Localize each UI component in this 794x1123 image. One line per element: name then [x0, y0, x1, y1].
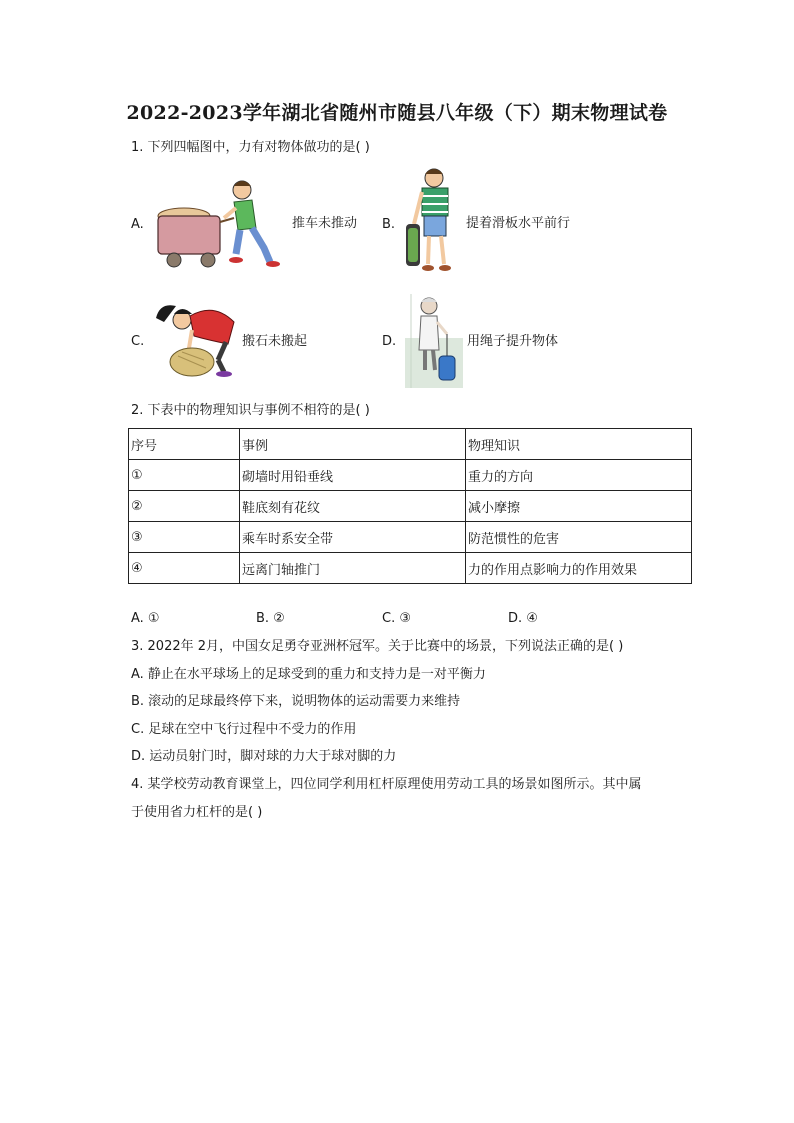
- table-row: [129, 553, 692, 584]
- table-cell: ②: [129, 491, 240, 522]
- q1-option-b-caption: 提着滑板水平前行: [466, 216, 571, 231]
- q3-option-b: B. 滚动的足球最终停下来，说明物体的运动需要力来维持: [131, 694, 461, 709]
- table-header-row: [129, 429, 692, 460]
- table-cell: 力的作用点影响力的作用效果: [466, 553, 692, 584]
- man-lifting-object-rope-illustration: [405, 294, 463, 388]
- q2-choice-d: D. ④: [508, 611, 538, 626]
- question-4-stem-line-2: 于使用省力杠杆的是( ): [131, 805, 263, 820]
- table-cell: 砌墙时用铅垂线: [240, 460, 466, 491]
- table-row: [129, 491, 692, 522]
- page-title: 2022-2023学年湖北省随州市随县八年级（下）期末物理试卷: [126, 102, 668, 124]
- table-cell: ③: [129, 522, 240, 553]
- q1-option-d-letter: D.: [382, 334, 397, 349]
- q1-option-c-caption: 搬石未搬起: [242, 334, 308, 349]
- question-2-stem: 2. 下表中的物理知识与事例不相符的是( ): [131, 403, 370, 418]
- table-cell: 乘车时系安全带: [240, 522, 466, 553]
- q1-option-b-letter: B.: [382, 217, 396, 232]
- table-header-cell: 事例: [240, 429, 466, 460]
- q2-choice-b: B. ②: [256, 611, 285, 626]
- boy-pushing-cart-illustration: [152, 176, 284, 270]
- q1-option-d-caption: 用绳子提升物体: [467, 334, 559, 349]
- question-3-stem: 3. 2022年 2月，中国女足勇夺亚洲杯冠军。关于比赛中的场景，下列说法正确的是( ): [131, 639, 624, 654]
- question-1-stem: 1. 下列四幅图中，力有对物体做功的是( ): [131, 140, 370, 155]
- q3-option-a: A. 静止在水平球场上的足球受到的重力和支持力是一对平衡力: [131, 667, 486, 682]
- table-cell: 远离门轴推门: [240, 553, 466, 584]
- question-4-stem-line-1: 4. 某学校劳动教育课堂上，四位同学利用杠杆原理使用劳动工具的场景如图所示。其中属: [131, 777, 642, 792]
- table-cell: 减小摩擦: [466, 491, 692, 522]
- q3-option-d: D. 运动员射门时，脚对球的力大于球对脚的力: [131, 749, 397, 764]
- q3-option-c: C. 足球在空中飞行过程中不受力的作用: [131, 722, 357, 737]
- table-row: [129, 522, 692, 553]
- table-cell: ①: [129, 460, 240, 491]
- table-cell: 重力的方向: [466, 460, 692, 491]
- q1-option-c-letter: C.: [131, 334, 145, 349]
- q2-choice-a: A. ①: [131, 611, 160, 626]
- table-header-cell: 序号: [129, 429, 240, 460]
- q1-option-a-letter: A.: [131, 217, 144, 232]
- table-row: [129, 460, 692, 491]
- table-header-cell: 物理知识: [466, 429, 692, 460]
- girl-lifting-stone-illustration: [152, 296, 238, 380]
- table-cell: 防范惯性的危害: [466, 522, 692, 553]
- physics-knowledge-table: [128, 428, 692, 584]
- boy-carrying-skateboard-illustration: [404, 166, 464, 278]
- table-cell: ④: [129, 553, 240, 584]
- table-cell: 鞋底刻有花纹: [240, 491, 466, 522]
- q2-choice-c: C. ③: [382, 611, 411, 626]
- q1-option-a-caption: 推车未推动: [292, 216, 358, 231]
